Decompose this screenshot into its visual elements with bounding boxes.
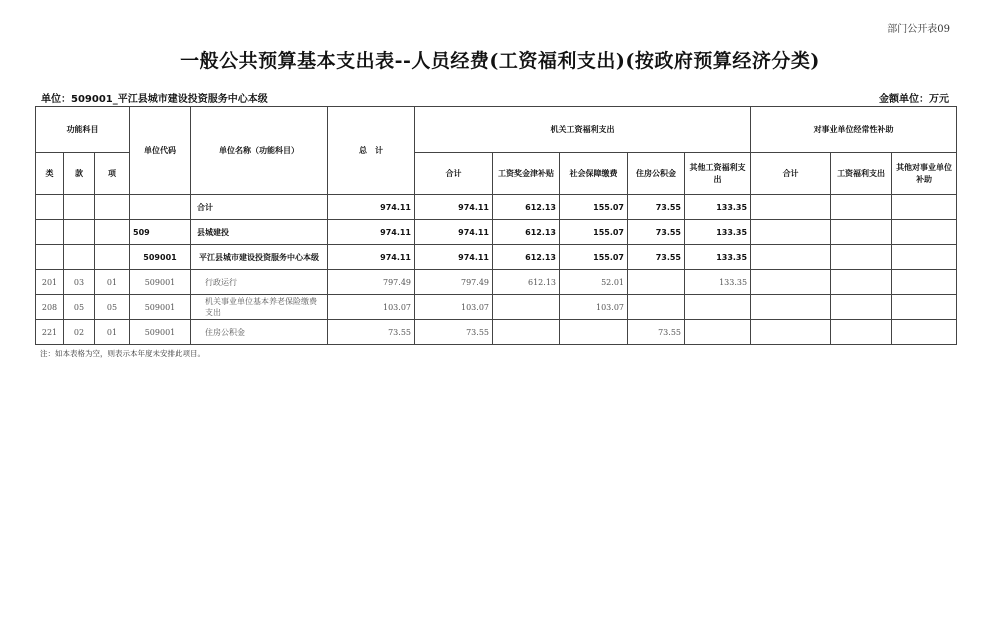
header-pub-wage: 工资福利支出 [831, 153, 892, 195]
header-public-subsidy: 对事业单位经常性补助 [751, 107, 957, 153]
cell-pub-wage [831, 220, 892, 245]
cell-pub-other [892, 220, 957, 245]
cell-pub-other [892, 270, 957, 295]
header-unit-code: 单位代码 [130, 107, 191, 195]
cell-social [560, 320, 628, 345]
footnote: 注：如本表格为空，则表示本年度未安排此项目。 [40, 349, 205, 358]
cell-xiang [95, 195, 130, 220]
cell-lei [36, 195, 64, 220]
cell-other [685, 320, 751, 345]
cell-pub-other [892, 245, 957, 270]
cell-total: 797.49 [328, 270, 415, 295]
cell-pub-sum [751, 245, 831, 270]
header-org-wage-bonus: 工资奖金津补贴 [493, 153, 560, 195]
cell-pub-sum [751, 320, 831, 345]
cell-name: 住房公积金 [191, 320, 328, 345]
cell-kuan [64, 245, 95, 270]
table-row [36, 245, 957, 270]
cell-pub-wage [831, 245, 892, 270]
cell-other: 133.35 [685, 220, 751, 245]
cell-org-sum: 73.55 [415, 320, 493, 345]
cell-org-sum: 797.49 [415, 270, 493, 295]
cell-other: 133.35 [685, 270, 751, 295]
page-title: 一般公共预算基本支出表--人员经费(工资福利支出)(按政府预算经济分类) [180, 50, 820, 72]
header-org-sum: 合计 [415, 153, 493, 195]
cell-pub-sum [751, 220, 831, 245]
table-row [36, 320, 957, 345]
cell-name: 平江县城市建设投资服务中心本级 [191, 245, 328, 270]
cell-total: 103.07 [328, 295, 415, 320]
header-lei: 类 [36, 153, 64, 195]
cell-code: 509001 [130, 270, 191, 295]
cell-code [130, 195, 191, 220]
cell-pub-wage [831, 195, 892, 220]
table-row [36, 295, 957, 320]
cell-wage [493, 320, 560, 345]
cell-kuan: 03 [64, 270, 95, 295]
cell-pub-sum [751, 195, 831, 220]
budget-table [35, 106, 957, 345]
header-unit-name: 单位名称（功能科目） [191, 107, 328, 195]
cell-org-sum: 103.07 [415, 295, 493, 320]
header-pub-sum: 合计 [751, 153, 831, 195]
form-number: 部门公开表09 [887, 24, 950, 35]
table-row [36, 220, 957, 245]
cell-social: 155.07 [560, 220, 628, 245]
cell-total: 73.55 [328, 320, 415, 345]
cell-pub-other [892, 195, 957, 220]
cell-wage: 612.13 [493, 220, 560, 245]
cell-pub-sum [751, 270, 831, 295]
header-func-subject: 功能科目 [36, 107, 130, 153]
cell-xiang: 01 [95, 320, 130, 345]
header-org-wage: 机关工资福利支出 [415, 107, 751, 153]
cell-pub-wage [831, 270, 892, 295]
cell-xiang: 01 [95, 270, 130, 295]
cell-xiang: 05 [95, 295, 130, 320]
header-org-social: 社会保障缴费 [560, 153, 628, 195]
cell-lei: 201 [36, 270, 64, 295]
cell-housing: 73.55 [628, 245, 685, 270]
table-row [36, 270, 957, 295]
cell-wage: 612.13 [493, 270, 560, 295]
amount-unit-label: 金额单位：万元 [879, 94, 949, 105]
cell-housing [628, 295, 685, 320]
cell-total: 974.11 [328, 245, 415, 270]
cell-org-sum: 974.11 [415, 195, 493, 220]
cell-code: 509001 [130, 245, 191, 270]
cell-pub-wage [831, 320, 892, 345]
header-kuan: 款 [64, 153, 95, 195]
header-org-housing: 住房公积金 [628, 153, 685, 195]
cell-total: 974.11 [328, 220, 415, 245]
cell-lei [36, 220, 64, 245]
cell-housing: 73.55 [628, 195, 685, 220]
cell-name: 合计 [191, 195, 328, 220]
header-org-other: 其他工资福利支出 [685, 153, 751, 195]
cell-wage [493, 295, 560, 320]
cell-org-sum: 974.11 [415, 245, 493, 270]
cell-name: 行政运行 [191, 270, 328, 295]
cell-org-sum: 974.11 [415, 220, 493, 245]
cell-other [685, 295, 751, 320]
header-total: 总 计 [328, 107, 415, 195]
cell-pub-sum [751, 295, 831, 320]
cell-lei: 208 [36, 295, 64, 320]
cell-code: 509001 [130, 295, 191, 320]
header-pub-other: 其他对事业单位补助 [892, 153, 957, 195]
cell-pub-wage [831, 295, 892, 320]
cell-xiang [95, 245, 130, 270]
cell-code: 509001 [130, 320, 191, 345]
cell-other: 133.35 [685, 245, 751, 270]
cell-social: 155.07 [560, 245, 628, 270]
table-row [36, 195, 957, 220]
cell-code: 509 [130, 220, 191, 245]
cell-social: 155.07 [560, 195, 628, 220]
cell-pub-other [892, 320, 957, 345]
cell-social: 103.07 [560, 295, 628, 320]
cell-housing: 73.55 [628, 320, 685, 345]
cell-social: 52.01 [560, 270, 628, 295]
cell-kuan: 05 [64, 295, 95, 320]
cell-wage: 612.13 [493, 195, 560, 220]
cell-total: 974.11 [328, 195, 415, 220]
cell-kuan [64, 220, 95, 245]
cell-name: 县城建投 [191, 220, 328, 245]
header-xiang: 项 [95, 153, 130, 195]
cell-wage: 612.13 [493, 245, 560, 270]
cell-kuan: 02 [64, 320, 95, 345]
cell-other: 133.35 [685, 195, 751, 220]
cell-name: 机关事业单位基本养老保险缴费支出 [191, 295, 328, 320]
cell-lei: 221 [36, 320, 64, 345]
cell-kuan [64, 195, 95, 220]
cell-housing [628, 270, 685, 295]
cell-lei [36, 245, 64, 270]
cell-housing: 73.55 [628, 220, 685, 245]
cell-xiang [95, 220, 130, 245]
unit-label: 单位：509001_平江县城市建设投资服务中心本级 [41, 94, 268, 105]
cell-pub-other [892, 295, 957, 320]
